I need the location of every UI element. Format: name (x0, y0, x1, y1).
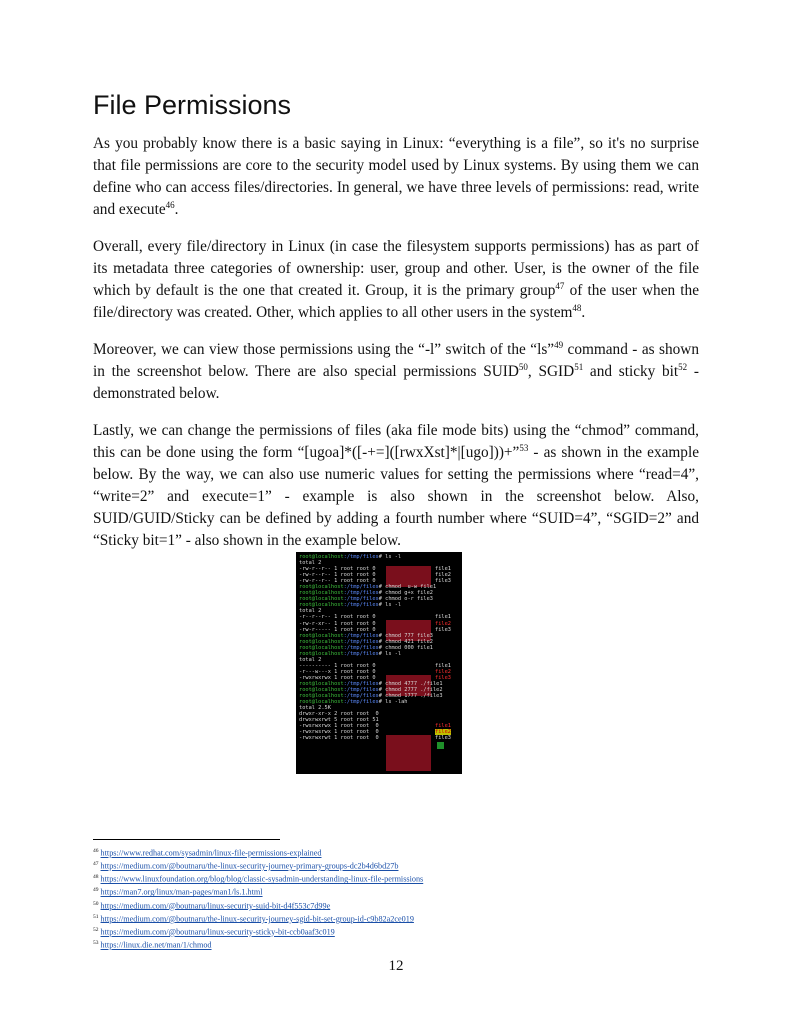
terminal-output-line: total 2 (299, 656, 322, 663)
terminal-output-line: -r---w---x 1 root root 0 file2 (299, 668, 451, 675)
footnote-number: 48 (93, 874, 99, 881)
terminal-command-line: root@localhost:/tmp/files# ls -l (299, 602, 402, 609)
terminal-output-line: -rw-r--r-- 1 root root 0 file2 (299, 572, 451, 579)
footnote-number: 47 (93, 861, 99, 868)
footnote-link[interactable]: https://linux.die.net/man/1/chmod (100, 940, 212, 950)
footnote-item (93, 938, 713, 951)
terminal-command-line: root@localhost:/tmp/files# ls -l (299, 554, 402, 560)
footnote-link[interactable]: https://medium.com/@boutnaru/linux-security-suid-bit-d4f553c7d99e (100, 901, 331, 911)
footnote-divider (93, 839, 280, 840)
footnote-link[interactable]: https://man7.org/linux/man-pages/man1/ls.1.html (100, 888, 263, 898)
footnote-ref[interactable]: 50 (518, 361, 528, 372)
terminal-output-line: -rwxrwxrwx 1 root root 0 file3 (299, 674, 451, 681)
terminal-command-line: root@localhost:/tmp/files# chmod o-r file3 (299, 596, 433, 603)
footnote-link[interactable]: https://www.linuxfoundation.org/blog/blog/classic-sysadmin-understanding-linux-file-permissions (100, 875, 424, 885)
footnotes (93, 846, 713, 951)
footnote-number: 49 (93, 887, 99, 894)
terminal-output-line: -rw-r--r-- 1 root root 0 file3 (299, 578, 451, 585)
terminal-command-line: root@localhost:/tmp/files# chmod 2777 ./file2 (299, 687, 443, 694)
footnote-number: 53 (93, 939, 99, 946)
footnote-item (93, 885, 713, 898)
page-number: 12 (388, 958, 404, 974)
footnote-item (93, 846, 713, 859)
paragraph-ownership: Overall, every file/directory in Linux (in case the filesystem supports permissions) has as part of its metadata three categories of ownership: user, group and other. User, is the owner of the file which by default is the one that created it. Group, it is the primary group$^{47}$ of the user when the file/directory was created. Other, which applies to all other users in the system$^{48}$. (93, 238, 699, 321)
footnote-item (93, 872, 713, 885)
terminal-output-line: -rwxrwxrwt 1 root root 0 file3 (299, 735, 451, 742)
footnote-ref[interactable]: 51 (574, 361, 584, 372)
footnote-link[interactable]: https://medium.com/@boutnaru/linux-security-sticky-bit-ccb0aaf3c019 (100, 927, 335, 937)
terminal-command-line: root@localhost:/tmp/files# ls -l (299, 650, 402, 657)
terminal-output (299, 554, 459, 741)
footnote-number: 46 (93, 848, 99, 854)
footnote-ref[interactable]: 53 (519, 442, 529, 453)
page-title: File Permissions (93, 90, 292, 120)
footnote-ref[interactable]: 48 (572, 302, 582, 313)
terminal-output-line: -rw-r--r-- 1 root root 0 file1 (299, 566, 451, 573)
terminal-output-line: total 2 (299, 608, 322, 615)
footnote-link[interactable]: https://www.redhat.com/sysadmin/linux-file-permissions-explained (100, 848, 322, 858)
footnote-link[interactable]: https://medium.com/@boutnaru/the-linux-security-journey-primary-groups-dc2b4d6bd27b (100, 861, 399, 871)
footnote-number: 52 (93, 926, 99, 933)
footnote-ref[interactable]: 49 (554, 339, 564, 350)
terminal-output-line: -rw-r-xr-- 1 root root 0 file2 (299, 620, 451, 627)
terminal-command-line: root@localhost:/tmp/files# chmod u-w file1 (299, 584, 437, 591)
terminal-output-line: ---------- 1 root root 0 file1 (299, 662, 451, 669)
terminal-output-line: drwxrwxrwt 5 root root 51 (299, 717, 379, 724)
terminal-command-line: root@localhost:/tmp/files# ls -lah (299, 699, 408, 706)
footnote-item (93, 925, 713, 938)
terminal-command-line: root@localhost:/tmp/files# chmod 1777 ./file3 (299, 693, 443, 700)
footnote-number: 50 (93, 900, 99, 907)
terminal-output-line: -rwsrwxrwx 1 root root 0 file1 (299, 723, 451, 730)
terminal-screenshot (296, 552, 462, 774)
footnote-ref[interactable]: 46 (165, 199, 175, 210)
terminal-output-line: -r--r--r-- 1 root root 0 file1 (299, 614, 451, 621)
footnote-ref[interactable]: 47 (555, 280, 565, 291)
terminal-output-line: -rwxrwsrwx 1 root root 0 file2 (299, 729, 451, 736)
terminal-command-line: root@localhost:/tmp/files# chmod 4777 ./file1 (299, 680, 443, 687)
footnote-item (93, 899, 713, 912)
footnote-item (93, 859, 713, 872)
terminal-command-line: root@localhost:/tmp/files# chmod 421 file2 (299, 638, 433, 645)
terminal-output-line: total 2.5K (299, 705, 331, 712)
terminal-output-line: total 2 (299, 560, 322, 567)
footnote-link[interactable]: https://medium.com/@boutnaru/the-linux-security-journey-sgid-bit-set-group-id-c9b82a2ce019 (100, 914, 414, 924)
paragraph-viewing-permissions: Moreover, we can view those permissions using the “-l” switch of the “ls”$^{49}$ command - as shown in the screenshot below. There are also special permissions SUID$^{50}$, SGID$^{51}$ and sticky bit$^{52}$ - demonstrated below. (93, 339, 700, 402)
footnote-item (93, 912, 713, 925)
terminal-command-line: root@localhost:/tmp/files# chmod g+x file2 (299, 590, 433, 597)
terminal-output-line: drwxr-xr-x 2 root root 0 (299, 711, 379, 718)
footnote-number: 51 (93, 913, 99, 920)
terminal-output-line: -rw-r----- 1 root root 0 file3 (299, 626, 451, 633)
footnote-ref[interactable]: 52 (678, 361, 688, 372)
paragraph-chmod: Lastly, we can change the permissions of files (aka file mode bits) using the “chmod” command, this can be done using the form “[ugoa]*([-+=]([rwxXst]*|[ugo]))+”$^{53}$ - as shown in the example below. By the way, we can also use numeric values for setting the permissions where “read=4”, “write=2” and execute=1” - example is also shown in the screenshot below. Also, SUID/GUID/Sticky can be defined by adding a fourth number where “SUID=4”, “SGID=2” and “Sticky bit=1” - also shown in the example below. (93, 422, 699, 549)
terminal-command-line: root@localhost:/tmp/files# chmod 000 file1 (299, 644, 433, 651)
paragraph-permission-levels: As you probably know there is a basic saying in Linux: “everything is a file”, so it's no surprise that file permissions are core to the security model used by Linux systems. By using them we can define who can access files/directories. In general, we have three levels of permissions: read, write and execute$^{46}$. (93, 135, 699, 218)
terminal-command-line: root@localhost:/tmp/files# chmod 777 file3 (299, 632, 433, 639)
directory-color-block (437, 742, 444, 749)
